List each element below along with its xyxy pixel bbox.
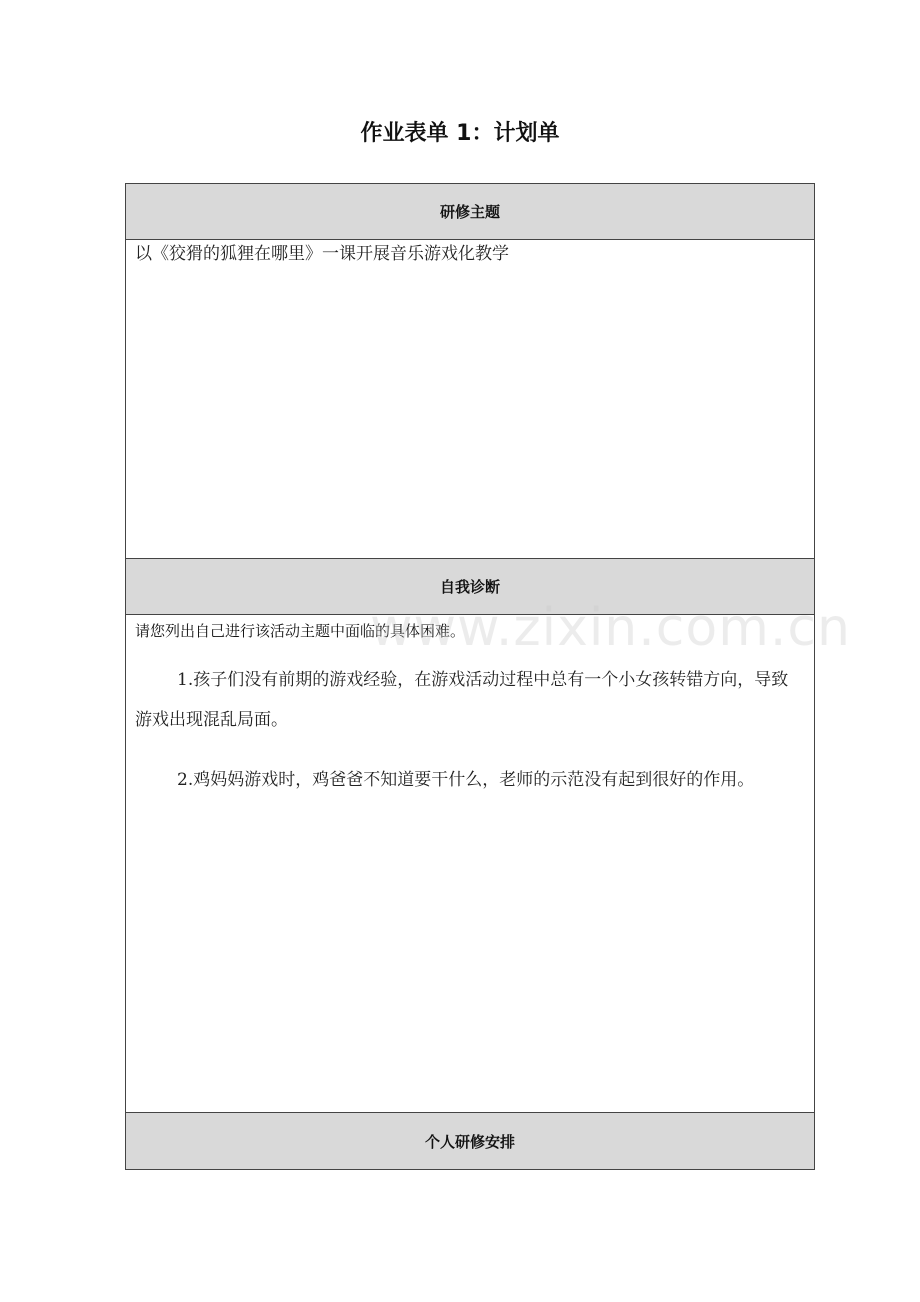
arrangement-section-header: 个人研修安排 bbox=[126, 1113, 814, 1169]
diagnosis-section-header: 自我诊断 bbox=[126, 559, 814, 615]
diagnosis-item: 2.鸡妈妈游戏时，鸡爸爸不知道要干什么，老师的示范没有起到很好的作用。 bbox=[177, 770, 755, 790]
diagnosis-prompt: 请您列出自己进行该活动主题中面临的具体困难。 bbox=[135, 622, 466, 640]
topic-section-body bbox=[126, 239, 814, 559]
diagnosis-item: 1.孩子们没有前期的游戏经验，在游戏活动过程中总有一个小女孩转错方向，导致游戏出现混乱局面。 bbox=[135, 670, 789, 730]
topic-section-header: 研修主题 bbox=[126, 184, 814, 240]
plan-form-table bbox=[125, 183, 815, 1170]
diagnosis-section-body bbox=[126, 621, 814, 1113]
watermark: www.zixin.com.cn bbox=[370, 598, 851, 658]
topic-content: 以《狡猾的狐狸在哪里》一课开展音乐游戏化教学 bbox=[135, 244, 509, 264]
document-title: 作业表单 1：计划单 bbox=[360, 121, 560, 146]
